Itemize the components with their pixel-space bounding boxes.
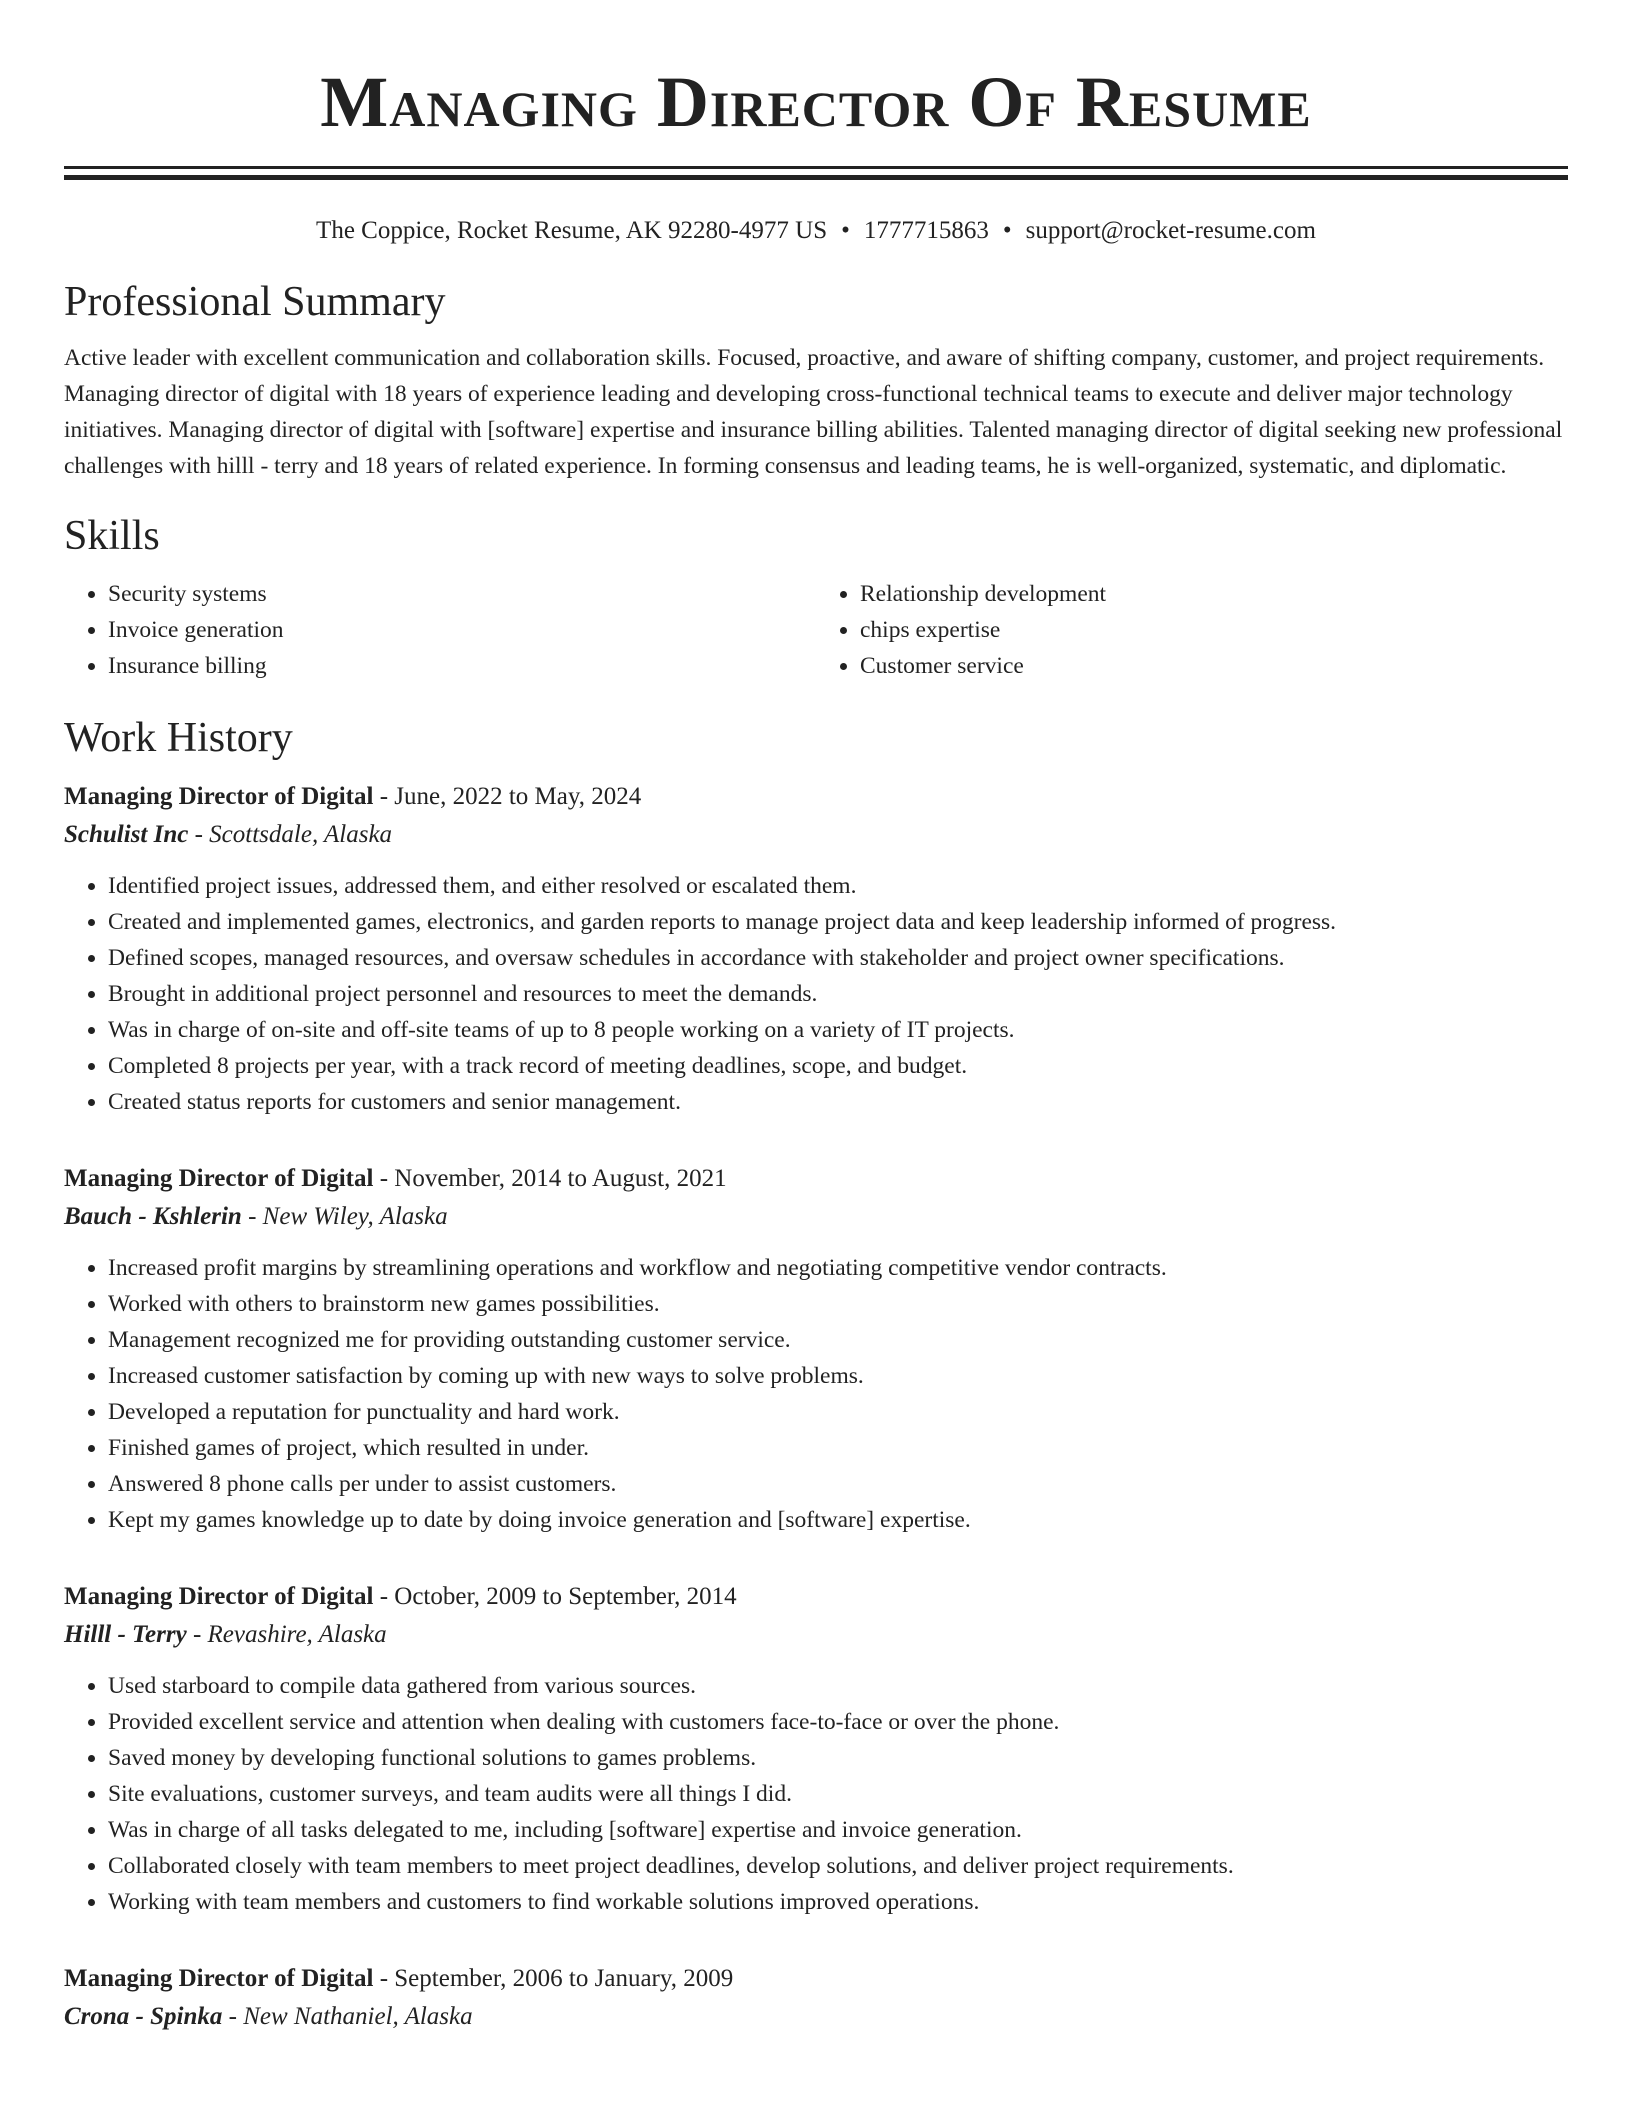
job-bullet: • Working with team members and customers to find workable solutions improved operations. xyxy=(108,1884,1568,1920)
skill-item: • chips expertise xyxy=(860,612,1568,648)
job-role: Managing Director of Digital xyxy=(64,783,374,810)
job-company: Schulist Inc xyxy=(64,821,189,848)
skill-item: • Invoice generation xyxy=(108,612,816,648)
skills-column-left xyxy=(64,576,816,684)
job-company-line xyxy=(64,1198,1568,1236)
job-company: Crona - Spinka xyxy=(64,2003,223,2030)
contact-address: The Coppice, Rocket Resume, AK 92280-4977 US xyxy=(316,217,828,244)
job-entry xyxy=(64,1160,1568,1538)
summary-text: Active leader with excellent communication and collaboration skills. Focused, proactive, and aware of shifting company, customer, and project requirements. Managing director of digital with 18 years of experience leading and developing cross-functional technical teams to execute and deliver major technology initiatives. Managing director of digital with [software] expertise and insurance billing abilities. Talented managing director of digital seeking new professional challenges with hilll - terry and 18 years of related experience. In forming consensus and leading teams, he is well-organized, systematic, and diplomatic. xyxy=(64,345,1563,479)
job-bullet: • Created status reports for customers and senior management. xyxy=(108,1084,1568,1120)
job-bullet: • Worked with others to brainstorm new games possibilities. xyxy=(108,1286,1568,1322)
job-location: - Scottsdale, Alaska xyxy=(188,821,393,848)
job-dates: - November, 2014 to August, 2021 xyxy=(373,1165,727,1192)
job-bullet: • Developed a reputation for punctuality and hard work. xyxy=(108,1394,1568,1430)
job-dates: - September, 2006 to January, 2009 xyxy=(373,1965,734,1992)
job-role: Managing Director of Digital xyxy=(64,1165,374,1192)
job-title-line xyxy=(64,1960,1568,1998)
job-bullets xyxy=(64,1668,1568,1920)
job-entry xyxy=(64,1578,1568,1920)
job-bullet: • Saved money by developing functional solutions to games problems. xyxy=(108,1740,1568,1776)
job-bullet: • Collaborated closely with team members to meet project deadlines, develop solutions, and deliver project requirements. xyxy=(108,1848,1568,1884)
job-bullet: • Defined scopes, managed resources, and oversaw schedules in accordance with stakeholder and project owner specifications. xyxy=(108,940,1568,976)
job-company: Hilll - Terry xyxy=(64,1621,187,1648)
job-company-line xyxy=(64,1998,1568,2036)
resume-title: Managing Director Of Resume xyxy=(320,62,1312,142)
job-bullets xyxy=(64,868,1568,1120)
job-location: - New Wiley, Alaska xyxy=(241,1203,448,1230)
job-entry xyxy=(64,1960,1568,2036)
job-title-line xyxy=(64,1578,1568,1616)
title-divider-thin xyxy=(64,166,1568,169)
skills-list xyxy=(64,576,1568,684)
skills-column-right xyxy=(816,576,1568,684)
job-company: Bauch - Kshlerin xyxy=(64,1203,242,1230)
job-entry xyxy=(64,778,1568,1120)
job-bullet: • Increased profit margins by streamlining operations and workflow and negotiating competitive vendor contracts. xyxy=(108,1250,1568,1286)
job-bullet: • Provided excellent service and attention when dealing with customers face-to-face or over the phone. xyxy=(108,1704,1568,1740)
job-company-line xyxy=(64,816,1568,854)
job-bullet: • Finished games of project, which resulted in under. xyxy=(108,1430,1568,1466)
job-bullet: • Was in charge of all tasks delegated to me, including [software] expertise and invoice generation. xyxy=(108,1812,1568,1848)
job-title-line xyxy=(64,778,1568,816)
work-history-heading: Work History xyxy=(64,715,293,761)
job-location: - New Nathaniel, Alaska xyxy=(222,2003,473,2030)
summary-heading: Professional Summary xyxy=(64,279,446,325)
job-bullet: • Was in charge of on-site and off-site teams of up to 8 people working on a variety of IT projects. xyxy=(108,1012,1568,1048)
job-bullet: • Site evaluations, customer surveys, and team audits were all things I did. xyxy=(108,1776,1568,1812)
contact-email: support@rocket-resume.com xyxy=(1025,217,1316,244)
job-location: - Revashire, Alaska xyxy=(186,1621,387,1648)
job-role: Managing Director of Digital xyxy=(64,1583,374,1610)
job-bullet: • Management recognized me for providing outstanding customer service. xyxy=(108,1322,1568,1358)
job-bullet: • Answered 8 phone calls per under to assist customers. xyxy=(108,1466,1568,1502)
job-bullet: • Kept my games knowledge up to date by doing invoice generation and [software] expertise. xyxy=(108,1502,1568,1538)
job-dates: - June, 2022 to May, 2024 xyxy=(373,783,642,810)
job-bullet: • Created and implemented games, electronics, and garden reports to manage project data and keep leadership informed of progress. xyxy=(108,904,1568,940)
job-bullets xyxy=(64,1250,1568,1538)
title-divider-thick xyxy=(64,175,1568,180)
contact-separator: • xyxy=(841,217,850,244)
job-title-line xyxy=(64,1160,1568,1198)
job-company-line xyxy=(64,1616,1568,1654)
job-bullet: • Identified project issues, addressed them, and either resolved or escalated them. xyxy=(108,868,1568,904)
contact-phone: 1777715863 xyxy=(863,217,989,244)
skill-item: • Customer service xyxy=(860,648,1568,684)
job-bullet: • Completed 8 projects per year, with a track record of meeting deadlines, scope, and budget. xyxy=(108,1048,1568,1084)
skill-item: • Insurance billing xyxy=(108,648,816,684)
contact-separator: • xyxy=(1002,217,1012,244)
skill-item: • Relationship development xyxy=(860,576,1568,612)
job-bullet: • Brought in additional project personnel and resources to meet the demands. xyxy=(108,976,1568,1012)
job-bullet: • Used starboard to compile data gathered from various sources. xyxy=(108,1668,1568,1704)
job-role: Managing Director of Digital xyxy=(64,1965,374,1992)
skill-item: • Security systems xyxy=(108,576,816,612)
skills-heading: Skills xyxy=(64,513,160,559)
job-dates: - October, 2009 to September, 2014 xyxy=(373,1583,737,1610)
contact-line xyxy=(64,214,1568,248)
job-bullet: • Increased customer satisfaction by coming up with new ways to solve problems. xyxy=(108,1358,1568,1394)
